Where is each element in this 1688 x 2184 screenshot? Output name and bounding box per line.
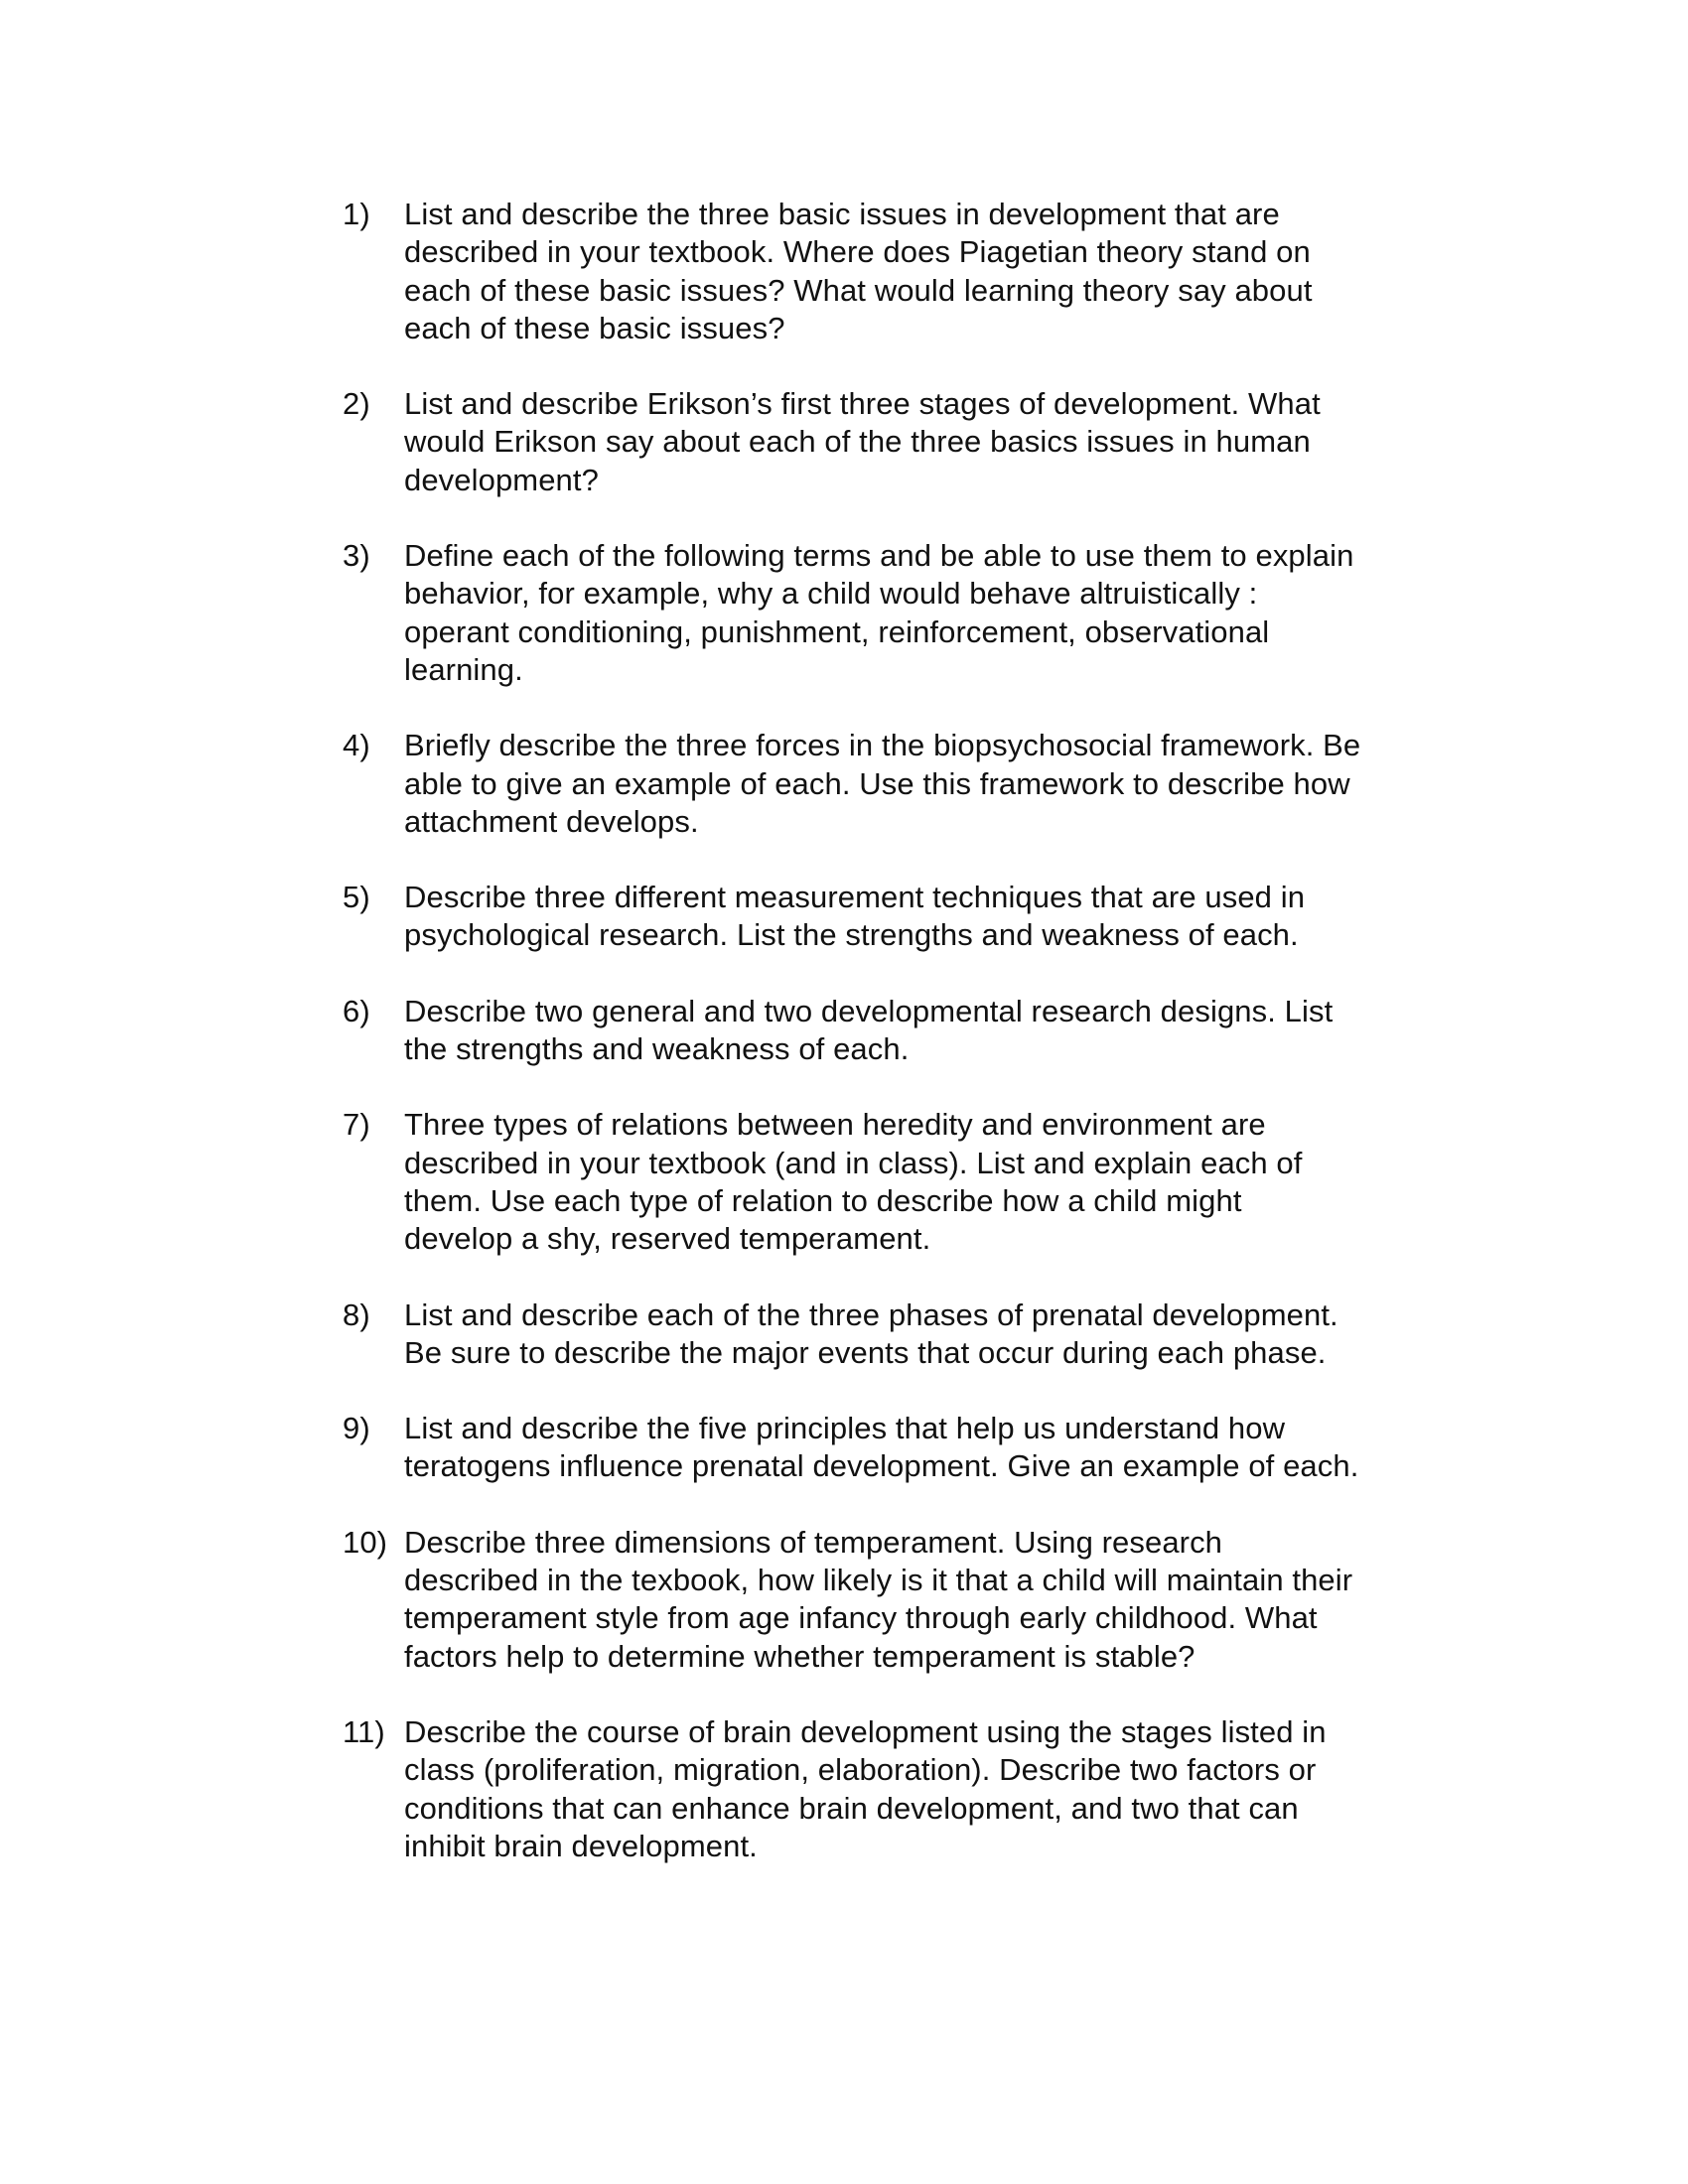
question-number: 2)	[343, 386, 370, 422]
question-text-line: Describe the course of brain development using the stages listed in	[404, 1713, 1327, 1749]
question-text-line: described in your textbook. Where does Piagetian theory stand on	[404, 234, 1311, 270]
question-number: 7)	[343, 1107, 370, 1143]
question-text-line: List and describe the five principles that help us understand how	[404, 1411, 1286, 1446]
question-text-line: teratogens influence prenatal development. Give an example of each.	[404, 1448, 1359, 1484]
question-number: 11)	[343, 1713, 385, 1749]
question-text-line: described in your textbook (and in class). List and explain each of	[404, 1145, 1303, 1180]
question-item	[343, 879, 1455, 955]
question-text-line: class (proliferation, migration, elaboration). Describe two factors or	[404, 1752, 1317, 1788]
question-number: 6)	[343, 993, 370, 1028]
question-text-line: inhibit brain development.	[404, 1828, 758, 1863]
question-number: 8)	[343, 1297, 370, 1332]
question-number: 4)	[343, 728, 370, 763]
question-number: 1)	[343, 197, 370, 231]
question-number: 5)	[343, 880, 370, 915]
question-text-line: described in the texbook, how likely is it that a child will maintain their	[404, 1563, 1353, 1598]
question-list	[343, 196, 1455, 1903]
question-text-line: would Erikson say about each of the three basics issues in human	[404, 424, 1311, 460]
question-item	[343, 537, 1455, 689]
question-text-line: behavior, for example, why a child would behave altruistically :	[404, 576, 1258, 612]
question-number: 9)	[343, 1411, 370, 1446]
question-text-line: conditions that can enhance brain development, and two that can	[404, 1790, 1299, 1826]
question-text-line: them. Use each type of relation to describe how a child might	[404, 1182, 1242, 1218]
question-text-line: each of these basic issues? What would learning theory say about	[404, 272, 1313, 308]
question-text-line: temperament style from age infancy through early childhood. What	[404, 1600, 1318, 1636]
question-text-line: able to give an example of each. Use this framework to describe how	[404, 765, 1350, 801]
question-text-line: List and describe the three basic issues in development that are	[404, 197, 1280, 231]
question-number: 10)	[343, 1524, 388, 1560]
question-text-line: List and describe each of the three phases of prenatal development.	[404, 1297, 1338, 1332]
question-text-line: Three types of relations between heredity and environment are	[404, 1107, 1266, 1143]
question-item	[343, 1524, 1455, 1676]
question-text-line: develop a shy, reserved temperament.	[404, 1221, 931, 1257]
question-number: 3)	[343, 538, 370, 574]
question-text-line: each of these basic issues?	[404, 310, 785, 345]
question-text-line: psychological research. List the strengths and weakness of each.	[404, 917, 1299, 953]
question-text-line: Briefly describe the three forces in the biopsychosocial framework. Be	[404, 728, 1361, 763]
question-text-line: Define each of the following terms and be able to use them to explain	[404, 538, 1354, 574]
question-item	[343, 1297, 1455, 1373]
question-text-line: development?	[404, 462, 599, 497]
question-text-line: Describe three dimensions of temperament. Using research	[404, 1524, 1223, 1560]
question-item	[343, 1410, 1455, 1486]
question-text-line: operant conditioning, punishment, reinforcement, observational	[404, 614, 1270, 649]
question-text-line: Describe two general and two developmental research designs. List	[404, 993, 1334, 1028]
question-text-line: attachment develops.	[404, 803, 699, 839]
question-item	[343, 727, 1455, 841]
question-item	[343, 196, 1455, 347]
question-text-line: Be sure to describe the major events that occur during each phase.	[404, 1334, 1327, 1370]
question-text-line: Describe three different measurement techniques that are used in	[404, 880, 1306, 915]
question-text-line: learning.	[404, 651, 523, 687]
question-item	[343, 993, 1455, 1069]
question-item	[343, 385, 1455, 499]
question-text-line: List and describe Erikson’s first three stages of development. What	[404, 386, 1321, 422]
question-text-line: the strengths and weakness of each.	[404, 1031, 910, 1067]
question-item	[343, 1713, 1455, 1865]
question-text-line: factors help to determine whether temperament is stable?	[404, 1638, 1196, 1674]
question-item	[343, 1106, 1455, 1258]
